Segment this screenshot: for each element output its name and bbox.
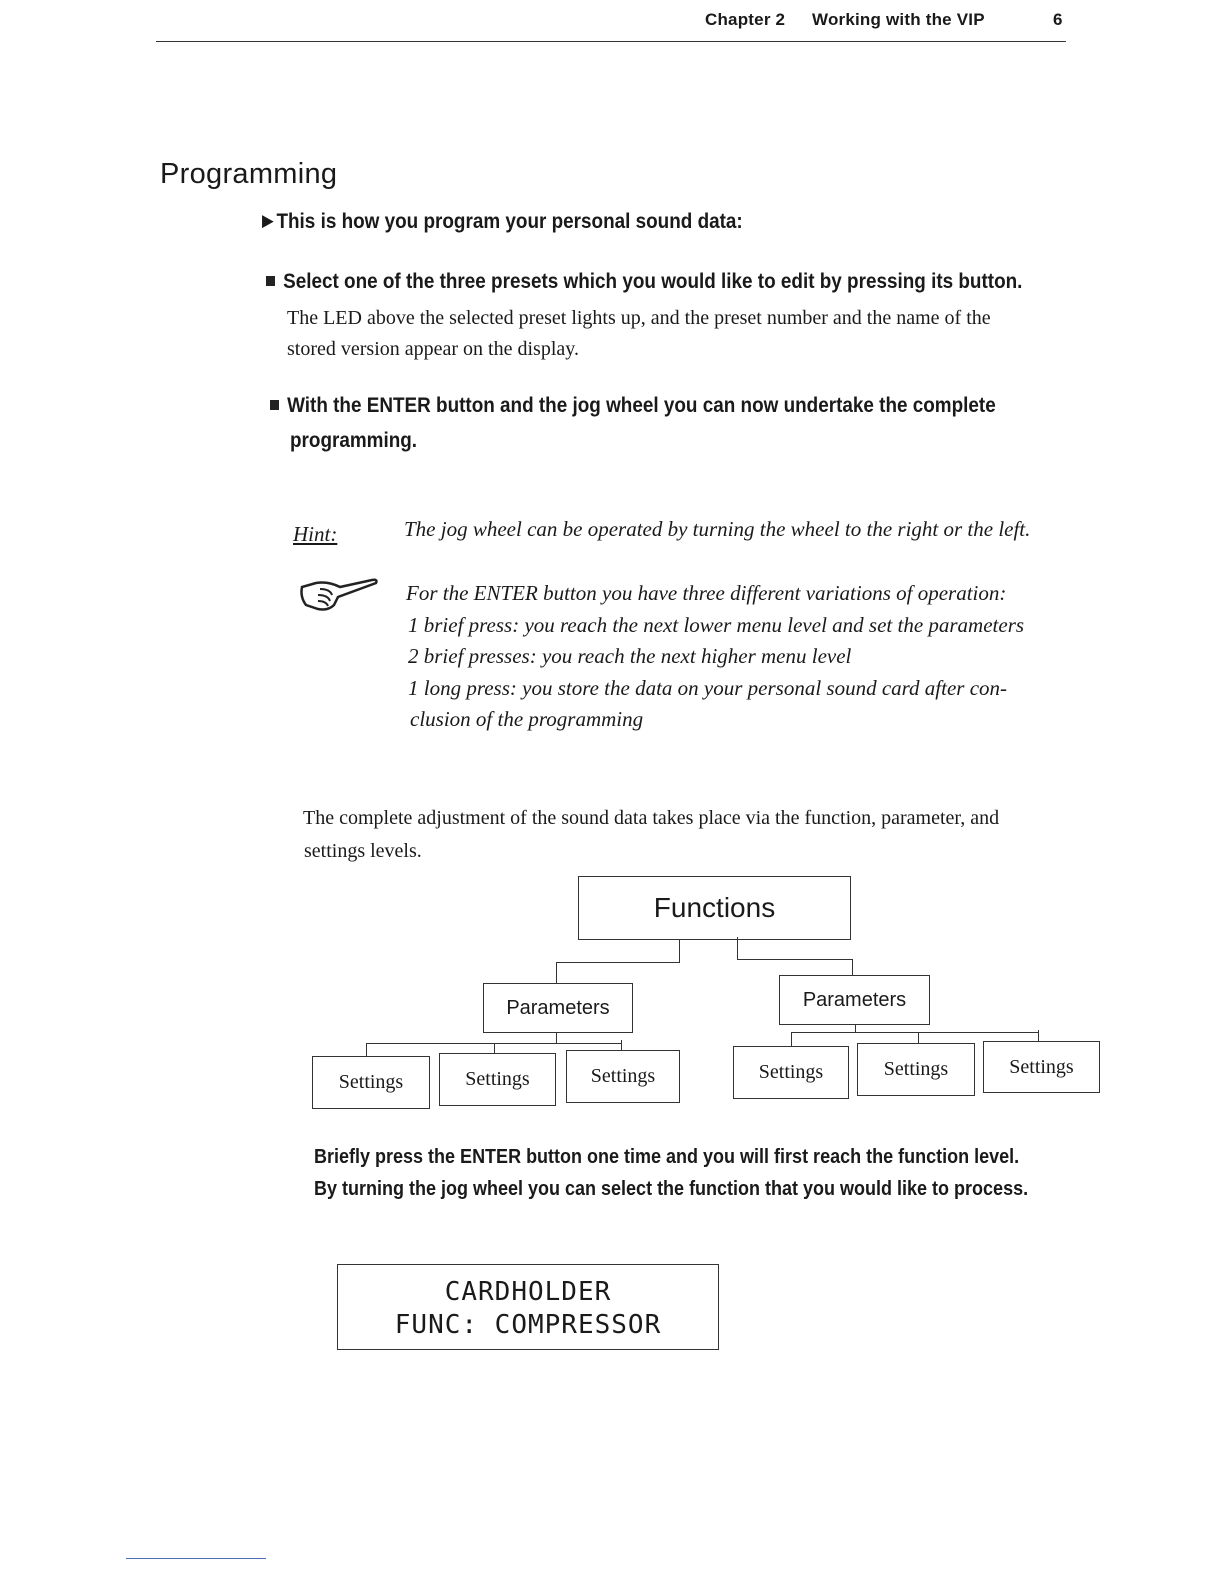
settings-box-4: Settings	[733, 1046, 849, 1099]
lead-text: This is how you program your personal sound data:	[276, 210, 743, 233]
pointing-hand-icon	[298, 575, 380, 615]
page-number: 6	[1053, 10, 1063, 29]
bullet-2-title-line-2: programming.	[290, 429, 418, 452]
bullet-1-body-line-2: stored version appear on the display.	[287, 338, 579, 360]
settings-box-1: Settings	[312, 1056, 430, 1109]
chapter-label: Chapter 2	[705, 10, 786, 29]
lead-line	[262, 210, 743, 234]
connector	[737, 937, 738, 959]
connector	[556, 962, 680, 963]
hint-text: The jog wheel can be operated by turning the wheel to the right or the left.	[404, 517, 1031, 541]
settings-box-5: Settings	[857, 1043, 975, 1096]
instruction-line-2: By turning the jog wheel you can select the function that you would like to process.	[314, 1178, 1029, 1200]
chapter-title: Working with the VIP	[812, 10, 985, 29]
triangle-arrow-icon: ▶	[262, 211, 274, 230]
square-bullet-icon	[266, 276, 275, 286]
functions-box: Functions	[578, 876, 851, 940]
settings-box-6: Settings	[983, 1041, 1100, 1093]
lcd-line-1: CARDHOLDER	[444, 1277, 612, 1307]
settings-box-3: Settings	[566, 1050, 680, 1103]
lcd-line-2: FUNC: COMPRESSOR	[394, 1310, 662, 1340]
instruction-line-1: Briefly press the ENTER button one time and you will first reach the function level.	[314, 1146, 1020, 1168]
settings-box-2: Settings	[439, 1053, 556, 1106]
bullet-1-title-text: Select one of the three presets which you would like to edit by pressing its button.	[283, 270, 1023, 293]
connector	[737, 959, 853, 960]
bullet-2-title	[270, 394, 996, 418]
lcd-display	[337, 1264, 719, 1350]
parameters-box-right: Parameters	[779, 975, 930, 1025]
connector	[556, 962, 557, 984]
connector	[855, 1025, 856, 1033]
connector	[852, 959, 853, 975]
connector	[791, 1032, 792, 1047]
hint-line-4: 1 long press: you store the data on your personal sound card after con-	[408, 676, 1008, 700]
hint-line-5: clusion of the programming	[410, 707, 644, 731]
header-rule	[156, 41, 1066, 42]
hint-line-1: For the ENTER button you have three different variations of operation:	[406, 581, 1007, 605]
connector	[679, 940, 680, 962]
bullet-1-title	[266, 270, 1022, 294]
connector	[366, 1043, 367, 1057]
bullet-1-body-line-1: The LED above the selected preset lights up, and the preset number and the name of the	[287, 307, 991, 329]
adjustment-line-1: The complete adjustment of the sound data takes place via the function, parameter, and	[303, 807, 1000, 829]
adjustment-line-2: settings levels.	[304, 840, 422, 862]
square-bullet-icon	[270, 400, 279, 410]
bullet-2-title-line-1: With the ENTER button and the jog wheel you can now undertake the complete	[287, 394, 996, 417]
connector	[791, 1032, 1039, 1033]
parameters-box-left: Parameters	[483, 983, 633, 1033]
section-title: Programming	[160, 158, 338, 190]
hint-line-3: 2 brief presses: you reach the next higher menu level	[408, 644, 852, 668]
connector	[556, 1033, 557, 1043]
hint-line-2: 1 brief press: you reach the next lower menu level and set the parameters	[408, 613, 1025, 637]
hint-label: Hint:	[293, 522, 338, 546]
footer-line	[126, 1558, 266, 1559]
